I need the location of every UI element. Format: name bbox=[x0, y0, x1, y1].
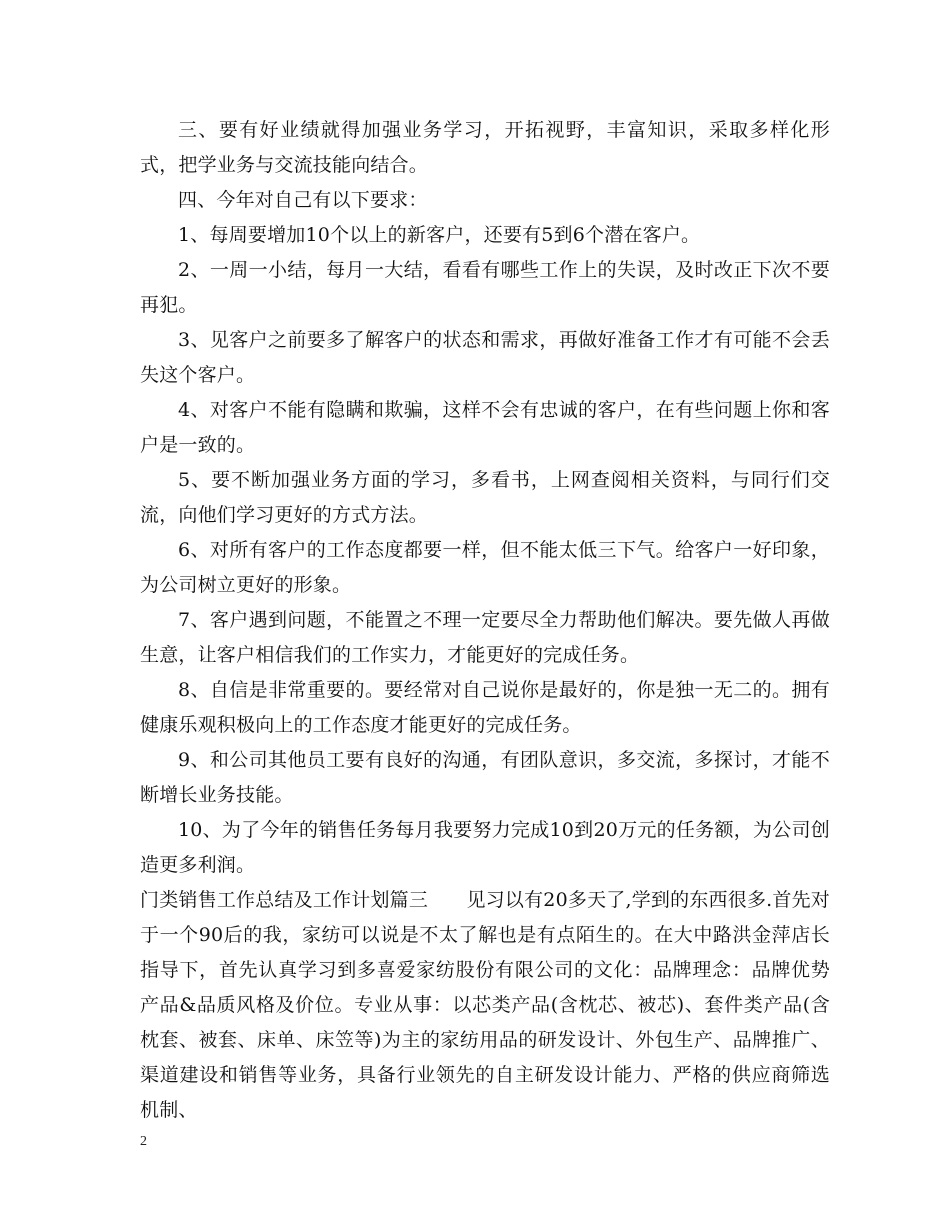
document-body bbox=[140, 113, 830, 1128]
paragraph-item-4: 4、对客户不能有隐瞒和欺骗，这样不会有忠诚的客户，在有些问题上你和客户是一致的。 bbox=[140, 399, 830, 456]
paragraph-item-2: 2、一周一小结，每月一大结，看看有哪些工作上的失误，及时改正下次不要再犯。 bbox=[140, 259, 830, 316]
paragraph-section-three: 三、要有好业绩就得加强业务学习，开拓视野，丰富知识，采取多样化形式，把学业务与交流技能向结合。 bbox=[140, 119, 830, 176]
paragraph-item-1: 1、每周要增加10个以上的新客户，还要有5到6个潜在客户。 bbox=[178, 224, 701, 246]
page-number: 2 bbox=[140, 1134, 147, 1149]
paragraph-item-3: 3、见客户之前要多了解客户的状态和需求，再做好准备工作才有可能不会丢失这个客户。 bbox=[140, 329, 830, 386]
paragraph-item-7: 7、客户遇到问题，不能置之不理一定要尽全力帮助他们解决。要先做人再做生意，让客户相信我们的工作实力，才能更好的完成任务。 bbox=[140, 609, 830, 666]
paragraph-article-three: 门类销售工作总结及工作计划篇三 见习以有20多天了,学到的东西很多.首先对于一个90后的我，家纺可以说是不太了解也是有点陌生的。在大中路洪金萍店长指导下，首先认真学习到多喜爱家纺股份有限公司的文化：品牌理念：品牌优势产品&品质风格及价位。专业从事：以芯类产品(含枕芯、被芯)、套件类产品(含枕套、被套、床单、床笠等)为主的家纺用品的研发设计、外包生产、品牌推广、渠道建设和销售等业务，具备行业领先的自主研发设计能力、严格的供应商筛选机制、 bbox=[140, 889, 830, 1121]
paragraph-item-10: 10、为了今年的销售任务每月我要努力完成10到20万元的任务额，为公司创造更多利润。 bbox=[140, 819, 830, 876]
paragraph-item-5: 5、要不断加强业务方面的学习，多看书，上网查阅相关资料，与同行们交流，向他们学习更好的方式方法。 bbox=[140, 469, 830, 526]
paragraph-item-8: 8、自信是非常重要的。要经常对自己说你是最好的，你是独一无二的。拥有健康乐观积极向上的工作态度才能更好的完成任务。 bbox=[140, 679, 830, 736]
paragraph-section-four: 四、今年对自己有以下要求： bbox=[178, 189, 428, 211]
paragraph-item-9: 9、和公司其他员工要有良好的沟通，有团队意识，多交流，多探讨，才能不断增长业务技能。 bbox=[140, 749, 830, 806]
paragraph-item-6: 6、对所有客户的工作态度都要一样，但不能太低三下气。给客户一好印象，为公司树立更好的形象。 bbox=[140, 539, 830, 596]
